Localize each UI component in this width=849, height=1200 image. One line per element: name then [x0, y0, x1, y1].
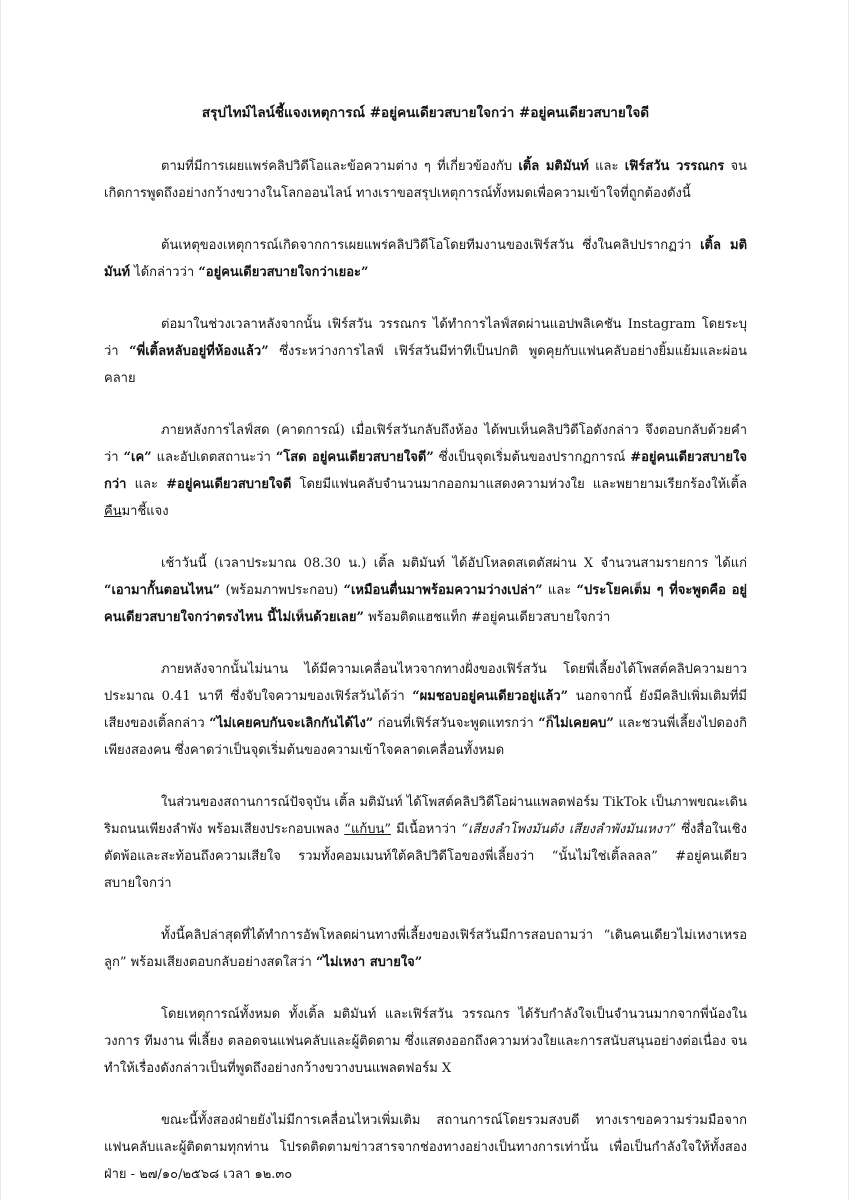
- text-segment: ซึ่งเป็นจุดเริ่มต้นของปรากฏการณ์: [433, 450, 631, 465]
- text-segment: และ: [126, 477, 167, 492]
- text-segment: “เอามากั้นตอนไหน”: [104, 583, 221, 598]
- paragraph-caretaker-clip: [104, 656, 747, 764]
- text-segment: “พี่เติ้ลหลับอยู่ที่ห้องแล้ว”: [129, 344, 269, 359]
- text-segment: “อยู่คนเดียวสบายใจกว่าเยอะ”: [198, 265, 369, 280]
- text-segment: “เสียงลำโพงมันดัง เสียงลำพังมันเหงา”: [461, 822, 677, 837]
- text-segment: จนเกิดการพูดถึงอย่างกว้างขวางในโลกออนไลน์ ทางเราขอสรุปเหตุการณ์ทั้งหมดเพื่อความเข้าใจที่ถูกต้องดังนี้: [104, 159, 748, 201]
- text-segment: “โสด อยู่คนเดียวสบายใจดี”: [275, 450, 434, 465]
- text-segment: “ไม่เหงา สบายใจ”: [315, 955, 423, 970]
- paragraph-origin: [104, 232, 747, 286]
- text-segment: ซึ่งระหว่างการไลฟ์ เฟิร์สวันมีท่าทีเป็นปกติ พูดคุยกับแฟนคลับอย่างยิ้มแย้มและผ่อนคลาย: [104, 344, 747, 386]
- text-segment: ในส่วนของสถานการณ์ปัจจุบัน เติ้ล มติมันท์ ได้โพสต์คลิปวิดีโอผ่านแพลตฟอร์ม TikTok เป็นภาพขณะเดินริมถนนเพียงลำพัง พร้อมเสียงประกอบเพลง: [104, 795, 747, 837]
- text-segment: คืน: [104, 504, 122, 519]
- text-segment: นอกจากนี้ ยังมีคลิปเพิ่มเติมที่มีเสียงของเติ้ลกล่าว: [104, 689, 747, 731]
- text-segment: #อยู่คนเดียวสบายใจกว่า: [104, 450, 747, 492]
- text-segment: “ผมชอบอยู่คนเดียวอยู่แล้ว”: [412, 689, 569, 704]
- text-segment: ขณะนี้ทั้งสองฝ่ายยังไม่มีการเคลื่อนไหวเพิ่มเติม สถานการณ์โดยรวมสงบดี ทางเราขอความร่วมมือจากแฟนคลับและผู้ติดตามทุกท่าน โปรดติดตามข่าวสารจากช่องทางอย่างเป็นทางการเท่านั้น เพื่อเป็นกำลังใจให้ทั้งสองฝ่าย - ๒๗/๑๐/๒๕๖๘ เวลา ๑๒.๓๐: [104, 1113, 747, 1182]
- document-body: [104, 100, 747, 1188]
- text-segment: ต่อมาในช่วงเวลาหลังจากนั้น เฟิร์สวัน วรรณกร ได้ทำการไลฟ์สดผ่านแอปพลิเคชัน Instagram โดยระบุว่า: [104, 317, 747, 359]
- text-segment: และ: [588, 159, 625, 174]
- paragraph-morning-status: [104, 550, 747, 631]
- text-segment: โดยเหตุการณ์ทั้งหมด ทั้งเติ้ล มติมันท์ และเฟิร์สวัน วรรณกร ได้รับกำลังใจเป็นจำนวนมากจากพี่น้องในวงการ ทีมงาน พี่เลี้ยง ตลอดจนแฟนคลับและผู้ติดตาม ซึ่งแสดงออกถึงความห่วงใยและการสนับสนุนอย่างต่อเนื่อง จนทำให้เรื่องดังกล่าวเป็นที่พูดถึงอย่างกว้างขวางบนแพลตฟอร์ม X: [104, 1007, 747, 1076]
- text-segment: มาชี้แจง: [121, 504, 169, 519]
- text-segment: “เหมือนตื่นมาพร้อมความว่างเปล่า”: [343, 583, 543, 598]
- paragraph-support: [104, 1001, 747, 1082]
- text-segment: “แก้บน”: [344, 822, 391, 837]
- text-segment: (พร้อมภาพประกอบ): [220, 583, 344, 598]
- text-segment: ก่อนที่เฟิร์สวันจะพูดแทรกว่า: [373, 716, 539, 731]
- text-segment: “ก็ไม่เคยคบ”: [538, 716, 614, 731]
- text-segment: เช้าวันนี้ (เวลาประมาณ 08.30 น.) เติ้ล มติมันท์ ได้อัปโหลดสเตตัสผ่าน X จำนวนสามรายการ ได้แก่: [161, 556, 747, 571]
- text-segment: และอัปเดตสถานะว่า: [151, 450, 276, 465]
- text-segment: ตามที่มีการเผยแพร่คลิปวิดีโอและข้อความต่าง ๆ ที่เกี่ยวข้องกับ: [161, 159, 519, 174]
- text-segment: มีเนื้อหาว่า: [390, 822, 462, 837]
- text-segment: และ: [542, 583, 577, 598]
- text-segment: พร้อมติดแฮชแท็ก #อยู่คนเดียวสบายใจกว่า: [363, 610, 611, 625]
- text-segment: ต้นเหตุของเหตุการณ์เกิดจากการเผยแพร่คลิปวิดีโอโดยทีมงานของเฟิร์สวัน ซึ่งในคลิปปรากฏว่า: [161, 238, 701, 253]
- text-segment: และชวนพี่เลี้ยงไปดองกิเพียงสองคน ซึ่งคาดว่าเป็นจุดเริ่มต้นของความเข้าใจคลาดเคลื่อนทั้งหมด: [104, 716, 747, 758]
- text-segment: เติ้ล มติมันท์: [104, 238, 748, 280]
- paragraph-after-live: [104, 417, 747, 525]
- paragraph-intro: [104, 153, 747, 207]
- paragraph-current-situation: [104, 789, 747, 897]
- text-segment: ภายหลังการไลฟ์สด (คาดการณ์) เมื่อเฟิร์สวันกลับถึงห้อง ได้พบเห็นคลิปวิดีโอดังกล่าว จึงตอบกลับด้วยคำว่า: [104, 423, 747, 465]
- paragraph-closing: [104, 1107, 747, 1188]
- text-segment: “ไม่เคยคบกันจะเลิกกันได้ไง”: [209, 716, 374, 731]
- paragraph-latest-clip: [104, 922, 747, 976]
- text-segment: ซึ่งสื่อในเชิงตัดพ้อและสะท้อนถึงความเสียใจ รวมทั้งคอมเมนท์ใต้คลิปวิดีโอของพี่เลี้ยงว่า “นั้นไม่ใช่เติ้ลลลล” #อยู่คนเดียวสบายใจกว่า: [104, 822, 747, 891]
- text-segment: ได้กล่าวว่า: [130, 265, 199, 280]
- text-segment: เติ้ล มติมันท์: [518, 159, 589, 174]
- document-title: สรุปไทม์ไลน์ชี้แจงเหตุการณ์ #อยู่คนเดียวสบายใจกว่า #อยู่คนเดียวสบายใจดี: [201, 105, 650, 121]
- paragraph-instagram-live: [104, 311, 747, 392]
- text-segment: #อยู่คนเดียวสบายใจดี: [166, 477, 292, 492]
- text-segment: “ประโยคเต็ม ๆ ที่จะพูดคือ อยู่คนเดียวสบายใจกว่าตรงไหน นี้ไม่เห็นด้วยเลย”: [104, 583, 748, 625]
- text-segment: ทั้งนี้คลิปล่าสุดที่ได้ทำการอัพโหลดผ่านทางพี่เลี้ยงของเฟิร์สวันมีการสอบถามว่า “เดินคนเดียวไม่เหงาเหรอลูก” พร้อมเสียงตอบกลับอย่างสดใสว่า: [104, 928, 747, 970]
- text-segment: ภายหลังจากนั้นไม่นาน ได้มีความเคลื่อนไหวจากทางฝั่งของเฟิร์สวัน โดยพี่เลี้ยงได้โพสต์คลิปความยาวประมาณ 0.41 นาที ซึ่งจับใจความของเฟิร์สวันได้ว่า: [104, 662, 747, 704]
- text-segment: เฟิร์สวัน วรรณกร: [624, 159, 725, 174]
- text-segment: “เค”: [123, 450, 152, 465]
- text-segment: โดยมีแฟนคลับจำนวนมากออกมาแสดงความห่วงใย และพยายามเรียกร้องให้เติ้ล: [291, 477, 748, 492]
